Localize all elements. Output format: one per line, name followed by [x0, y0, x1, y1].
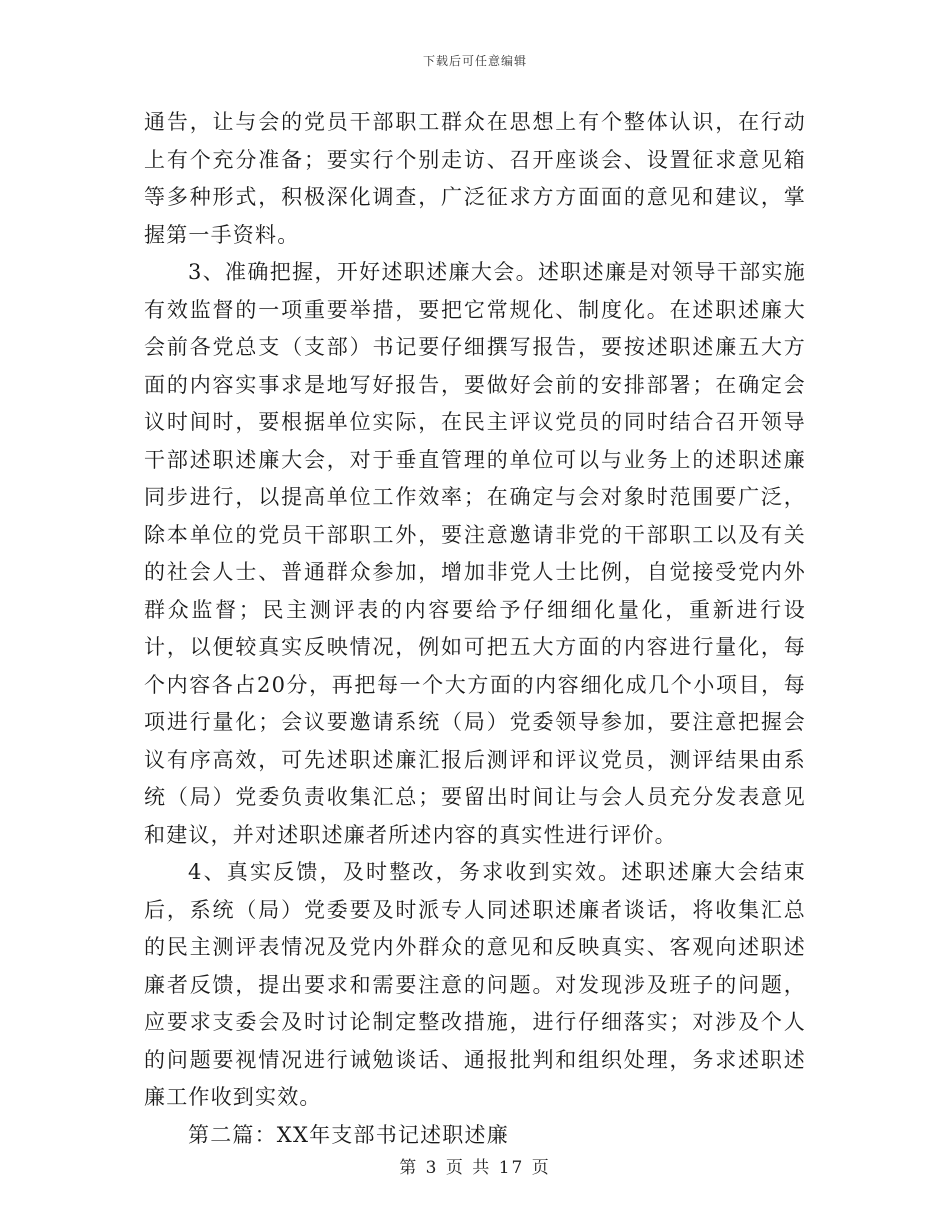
paragraph-item-3: 3、准确把握，开好述职述廉大会。述职述廉是对领导干部实施有效监督的一项重要举措，要把它常规化、制度化。在述职述廉大会前各党总支（支部）书记要仔细撰写报告，要按述职述廉五大方面的内容实事求是地写好报告，要做好会前的安排部署；在确定会议时间时，要根据单位实际，在民主评议党员的同时结合召开领导干部述职述廉大会，对于垂直管理的单位可以与业务上的述职述廉同步进行，以提高单位工作效率；在确定与会对象时范围要广泛，除本单位的党员干部职工外，要注意邀请非党的干部职工以及有关的社会人士、普通群众参加，增加非党人士比例，自觉接受党内外群众监督；民主测评表的内容要给予仔细细化量化，重新进行设计，以便较真实反映情况，例如可把五大方面的内容进行量化，每个内容各占20分，再把每一个大方面的内容细化成几个小项目，每项进行量化；会议要邀请系统（局）党委领导参加，要注意把握会议有序高效，可先述职述廉汇报后测评和评议党员，测评结果由系统（局）党委负责收集汇总；要留出时间让与会人员充分发表意见和建议，并对述职述廉者所述内容的真实性进行评价。 — [144, 260, 806, 847]
page-header: 下载后可任意编辑 — [422, 54, 527, 68]
paragraph-continuation: 通告，让与会的党员干部职工群众在思想上有个整体认识，在行动上有个充分准备；要实行个别走访、召开座谈会、设置征求意见箱等多种形式，积极深化调查，广泛征求方方面面的意见和建议，掌握第一手资料。 — [144, 110, 806, 247]
page-footer: 第 3 页 共 17 页 — [399, 1158, 551, 1178]
section-heading-part-two: 第二篇：XX年支部书记述职述廉 — [188, 1122, 509, 1147]
document-body — [144, 104, 806, 1154]
paragraph-item-4: 4、真实反馈，及时整改，务求收到实效。述职述廉大会结束后，系统（局）党委要及时派专人同述职述廉者谈话，将收集汇总的民主测评表情况及党内外群众的意见和反映真实、客观向述职述廉者反馈，提出要求和需要注意的问题。对发现涉及班子的问题，应要求支委会及时讨论制定整改措施，进行仔细落实；对涉及个人的问题要视情况进行诫勉谈话、通报批判和组织处理，务求述职述廉工作收到实效。 — [144, 860, 806, 1109]
